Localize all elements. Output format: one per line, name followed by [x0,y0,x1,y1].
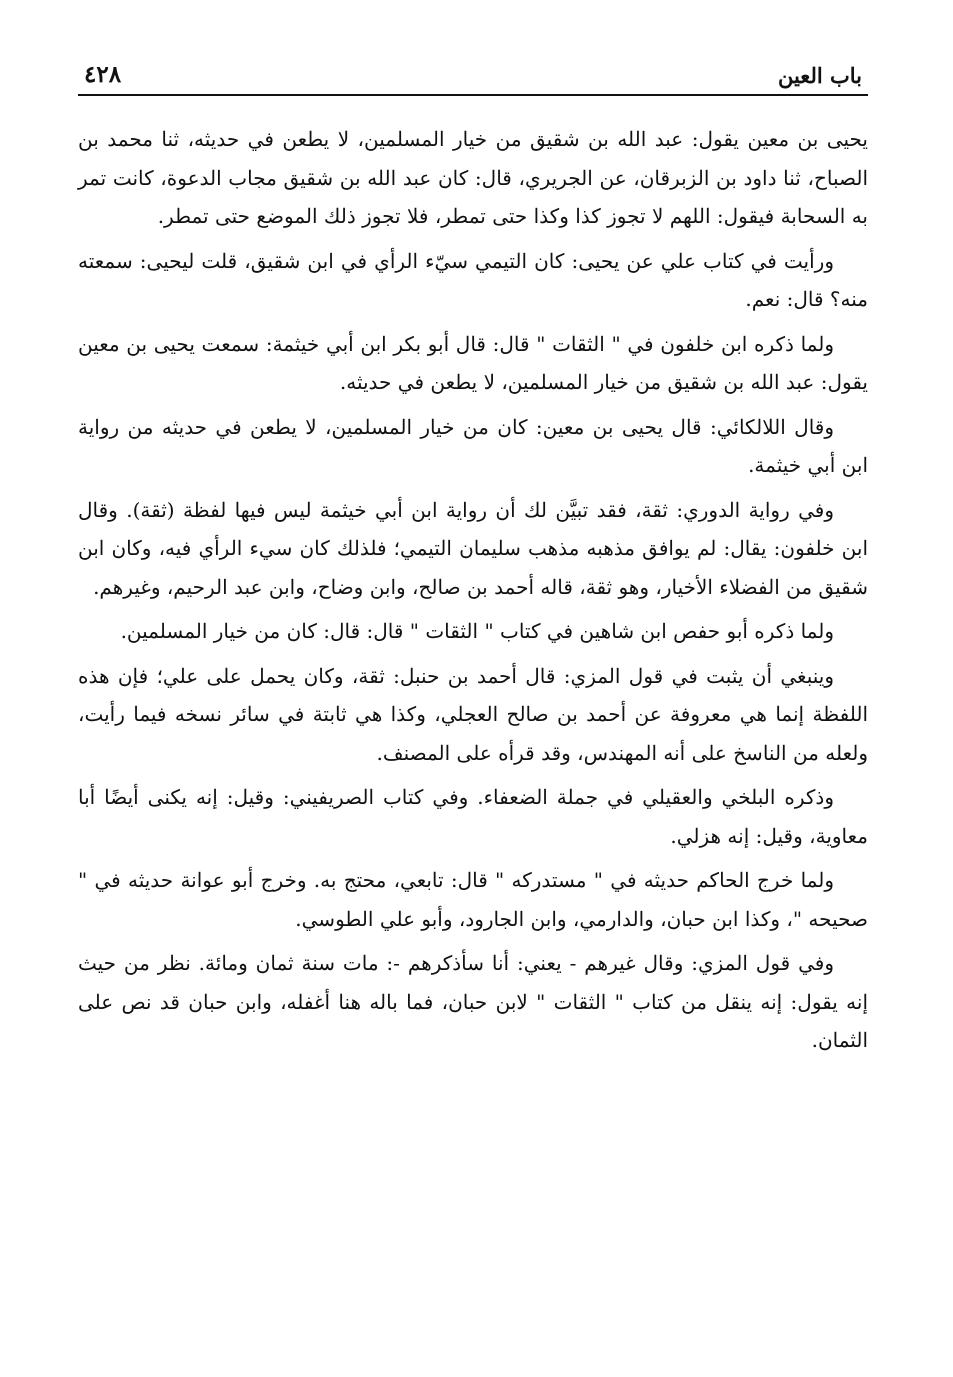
paragraph: ولما ذكره أبو حفص ابن شاهين في كتاب " الثقات " قال: قال: كان من خيار المسلمين. [120,619,834,643]
book-page [78,62,868,1362]
page-header [78,62,868,96]
page-number: ٤٢٨ [84,61,122,88]
paragraph: وقال اللالكائي: قال يحيى بن معين: كان من خيار المسلمين، لا يطعن في حديثه من رواية ابن أبي خيثمة. [78,414,868,477]
page-body [78,120,868,1060]
paragraph: ولما خرج الحاكم حديثه في " مستدركه " قال: تابعي، محتج به. وخرج أبو عوانة حديثه في " صحيحه "، وكذا ابن حبان، والدارمي، وابن الجارود، وأبو علي الطوسي. [78,868,868,931]
paragraph: وذكره البلخي والعقيلي في جملة الضعفاء. وفي كتاب الصريفيني: وقيل: إنه يكنى أيضًا أبا معاوية، وقيل: إنه هزلي. [78,785,868,848]
paragraph: يحيى بن معين يقول: عبد الله بن شقيق من خيار المسلمين، لا يطعن في حديثه، ثنا محمد بن الصباح، ثنا داود بن الزبرقان، عن الجريري، قال: كان عبد الله بن شقيق مجاب الدعوة، كانت تمر به السحابة فيقول: اللهم لا تجوز كذا وكذا حتى تمطر، فلا تجوز ذلك الموضع حتى تمطر. [78,127,868,228]
paragraph: وفي رواية الدوري: ثقة، فقد تبيَّن لك أن رواية ابن أبي خيثمة ليس فيها لفظة (ثقة). وقال ابن خلفون: يقال: لم يوافق مذهبه مذهب سليمان التيمي؛ فلذلك كان سيء الرأي فيه، وكان ابن شقيق من الفضلاء الأخيار، وهو ثقة، قاله أحمد بن صالح، وابن وضاح، وابن عبد الرحيم، وغيرهم. [78,497,868,599]
paragraph: ولما ذكره ابن خلفون في " الثقات " قال: قال أبو بكر ابن أبي خيثمة: سمعت يحيى بن معين يقول: عبد الله بن شقيق من خيار المسلمين، لا يطعن في حديثه. [78,331,868,394]
paragraph: وينبغي أن يثبت في قول المزي: قال أحمد بن حنبل: ثقة، وكان يحمل على علي؛ فإن هذه اللفظة إنما هي معروفة عن أحمد بن صالح العجلي، وكذا هي ثابتة في سائر نسخه فيما رأيت، ولعله من الناسخ على أنه المهندس، وقد قرأه على المصنف. [78,663,868,765]
paragraph: ورأيت في كتاب علي عن يحيى: كان التيمي سيّء الرأي في ابن شقيق، قلت ليحيى: سمعته منه؟ قال: نعم. [78,248,868,311]
paragraph: وفي قول المزي: وقال غيرهم - يعني: أنا سأذكرهم -: مات سنة ثمان ومائة. نظر من حيث إنه يقول: إنه ينقل من كتاب " الثقات " لابن حبان، فما باله هنا أغفله، وابن حبان قد نص على الثمان. [78,951,868,1052]
running-head: باب العين [777,63,862,88]
